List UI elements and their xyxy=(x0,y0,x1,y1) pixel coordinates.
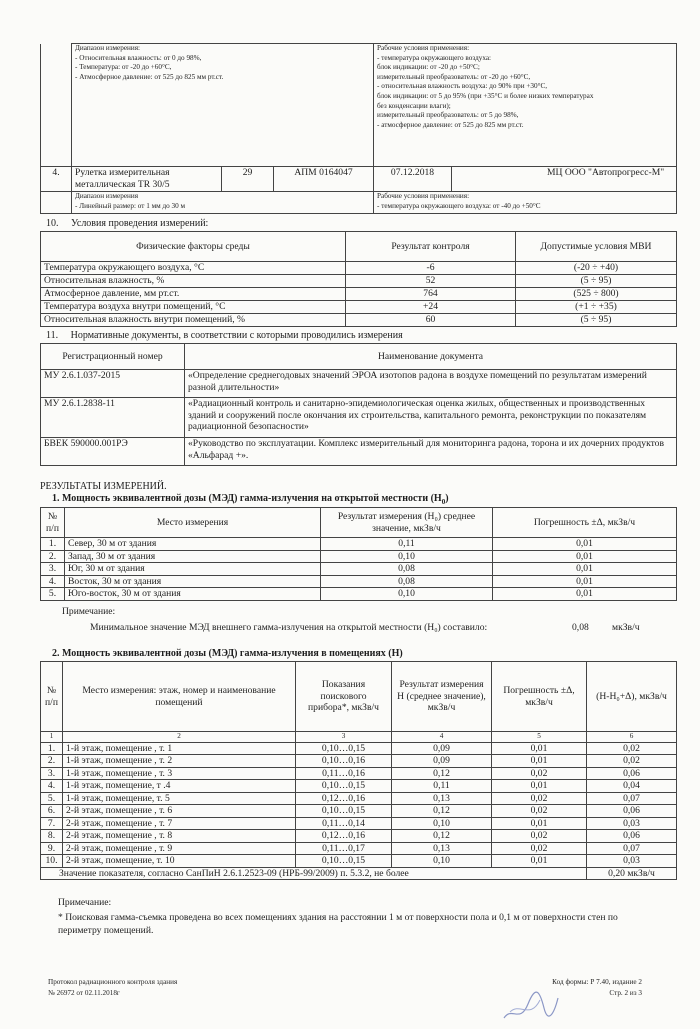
column-number: 2 xyxy=(63,732,296,743)
column-header: Результат измерения Н (среднее значение), мкЗв/ч xyxy=(392,662,492,732)
table-row xyxy=(41,767,677,780)
table-cell: 1. xyxy=(41,538,65,551)
column-number: 6 xyxy=(587,732,677,743)
table-cell: 1-й этаж, помещение , т. 1 xyxy=(63,742,296,755)
column-header: Погрешность ±Δ, мкЗв/ч xyxy=(492,662,587,732)
table-cell: 0,01 xyxy=(493,550,677,563)
column-header: (Н-Н₀+Δ), мкЗв/ч xyxy=(587,662,677,732)
table-cell: (5 ÷ 95) xyxy=(516,314,677,327)
column-number: 3 xyxy=(296,732,392,743)
conditions-title: Рабочие условия применения: xyxy=(377,192,470,200)
table-cell: 0,12…0,16 xyxy=(296,830,392,843)
column-header: Физические факторы среды xyxy=(41,232,346,262)
table-cell: 1-й этаж, помещение, т. 5 xyxy=(63,792,296,805)
table-cell: 0,01 xyxy=(492,817,587,830)
table-row xyxy=(41,550,677,563)
table-cell: 0,13 xyxy=(392,842,492,855)
table-cell: 0,01 xyxy=(492,755,587,768)
table-cell: 0,08 xyxy=(321,563,493,576)
column-header: Регистрационный номер xyxy=(41,344,185,370)
table-cell: 6. xyxy=(41,805,63,818)
table-row xyxy=(41,588,677,601)
table-row xyxy=(41,398,677,438)
norm-value: 0,20 мкЗв/ч xyxy=(587,867,677,880)
conditions-line: - атмосферное давление: от 525 до 825 мм рт.ст. xyxy=(377,120,524,129)
table2-title: 2. Мощность эквивалентной дозы (МЭД) гамма-излучения в помещениях (Н) xyxy=(52,648,403,659)
table1-note-unit: мкЗв/ч xyxy=(612,622,640,633)
section-10-heading xyxy=(46,218,208,230)
table-row xyxy=(41,817,677,830)
section-number: 10. xyxy=(46,218,59,229)
table-cell: 0,10 xyxy=(392,817,492,830)
table-cell: 3. xyxy=(41,563,65,576)
table-cell: 0,13 xyxy=(392,792,492,805)
table-row xyxy=(41,842,677,855)
table-cell: 0,10…0,16 xyxy=(296,755,392,768)
table-cell: 0,06 xyxy=(587,767,677,780)
table-row xyxy=(41,538,677,551)
column-header: Наименование документа xyxy=(185,344,677,370)
table-cell: 10. xyxy=(41,855,63,868)
range-cell xyxy=(72,44,374,167)
table-cell: 5. xyxy=(41,792,63,805)
signature-scribble-icon xyxy=(500,984,560,1026)
table1-title: 1. Мощность эквивалентной дозы (МЭД) гамма-излучения на открытой местности $(Н_0)$ xyxy=(52,493,449,506)
doc-number: МУ 2.6.1.037-2015 xyxy=(41,370,185,398)
table-row xyxy=(41,314,677,327)
table-cell: Относительная влажность, % xyxy=(41,275,346,288)
column-header: № п/п xyxy=(41,508,65,538)
doc-title: «Радиационный контроль и санитарно-эпидемиологическая оценка жилых, общественных и производственных зданий и сооружений после окончания их строительства, капитального ремонта, реконструкции по показателям радиационной безопасности» xyxy=(185,398,677,438)
column-header: Место измерения xyxy=(65,508,321,538)
table-cell: 0,01 xyxy=(493,575,677,588)
table-cell: 0,12 xyxy=(392,830,492,843)
table-cell: 2-й этаж, помещение , т. 9 xyxy=(63,842,296,855)
range-line: - Относительная влажность: от 0 до 98%, xyxy=(75,53,202,62)
table1-note-text: Минимальное значение МЭД внешнего гамма-излучения на открытой местности (Н₀) составило: xyxy=(90,622,488,633)
table-cell: 2. xyxy=(41,755,63,768)
table-cell: 0,12 xyxy=(392,805,492,818)
column-header: Место измерения: этаж, номер и наименование помещений xyxy=(63,662,296,732)
conditions-cell xyxy=(374,44,677,167)
table-row xyxy=(41,830,677,843)
doc-title: «Руководство по эксплуатации. Комплекс измерительный для мониторинга радона, торона и их дочерних продуктов «Альфарад +». xyxy=(185,438,677,466)
column-numbers-row xyxy=(41,732,677,743)
table-row xyxy=(41,792,677,805)
table-cell: 0,03 xyxy=(587,817,677,830)
norm-row xyxy=(41,867,677,880)
table-cell: 0,02 xyxy=(492,792,587,805)
table-cell: 1-й этаж, помещение , т. 2 xyxy=(63,755,296,768)
table-row xyxy=(41,288,677,301)
column-header: Допустимые условия МВИ xyxy=(516,232,677,262)
table-cell: 0,02 xyxy=(492,830,587,843)
table-row xyxy=(41,575,677,588)
section-title: Условия проведения измерений: xyxy=(71,218,209,229)
table-cell: 0,11…0,14 xyxy=(296,817,392,830)
range-line: - Линейный размер: от 1 мм до 30 м xyxy=(75,201,186,210)
section-11-heading xyxy=(46,330,403,342)
table-cell: 0,10…0,15 xyxy=(296,780,392,793)
instruments-table xyxy=(40,43,677,214)
outdoor-dose-table xyxy=(40,507,677,601)
table-cell: (-20 ÷ +40) xyxy=(516,262,677,275)
section-title: Нормативные документы, в соответствии с которыми проводились измерения xyxy=(70,330,403,341)
column-number: 5 xyxy=(492,732,587,743)
conditions-line: блок индикации: от -20 до +50°С; xyxy=(377,63,480,72)
instrument-name: Рулетка измерительная металлическая TR 30/5 xyxy=(72,167,222,192)
column-header: № п/п xyxy=(41,662,63,732)
table-cell: 0,06 xyxy=(587,805,677,818)
certificate-date: 07.12.2018 xyxy=(374,167,452,192)
indoor-dose-table xyxy=(40,661,677,880)
conditions-line: измерительный преобразователь: от 5 до 98%, xyxy=(377,111,519,120)
table-cell: 0,10…0,15 xyxy=(296,805,392,818)
table2-note-text: * Поисковая гамма-съемка проведена во всех помещениях здания на расстоянии 1 м от поверхности пола и 0,1 м от поверхности стен по периметру помещений. xyxy=(58,912,618,936)
conditions-cell xyxy=(374,192,677,214)
table-cell: 0,02 xyxy=(587,742,677,755)
table-row xyxy=(41,275,677,288)
column-header: Результат контроля xyxy=(346,232,516,262)
table-cell: Атмосферное давление, мм рт.ст. xyxy=(41,288,346,301)
table-cell: 2-й этаж, помещение , т. 8 xyxy=(63,830,296,843)
table-cell: 8. xyxy=(41,830,63,843)
table-cell: 3. xyxy=(41,767,63,780)
table-cell: 0,01 xyxy=(493,538,677,551)
table-cell: 2-й этаж, помещение , т. 6 xyxy=(63,805,296,818)
table-cell: 0,11 xyxy=(321,538,493,551)
table-cell: 1-й этаж, помещение , т. 3 xyxy=(63,767,296,780)
table-cell: 0,09 xyxy=(392,755,492,768)
table-cell: 0,01 xyxy=(493,588,677,601)
conditions-table xyxy=(40,231,677,327)
table1-note-label: Примечание: xyxy=(62,606,116,617)
table-cell: 0,06 xyxy=(587,830,677,843)
range-title: Диапазон измерения: xyxy=(75,44,141,52)
table-cell: 0,11…0,17 xyxy=(296,842,392,855)
conditions-line: без конденсации влаги); xyxy=(377,101,451,110)
table-cell: 0,02 xyxy=(492,842,587,855)
column-header: Показания поискового прибора*, мкЗв/ч xyxy=(296,662,392,732)
table-cell: Юго-восток, 30 м от здания xyxy=(65,588,321,601)
table-cell: 0,01 xyxy=(493,563,677,576)
table-cell: 0,08 xyxy=(321,575,493,588)
doc-title: «Определение среднегодовых значений ЭРОА изотопов радона в воздухе помещений по результатам измерений разной длительности» xyxy=(185,370,677,398)
table-row xyxy=(41,855,677,868)
table-cell: 4. xyxy=(41,780,63,793)
table-row xyxy=(41,262,677,275)
table-cell: (525 ÷ 800) xyxy=(516,288,677,301)
table-cell: 1. xyxy=(41,742,63,755)
table-cell: 0,07 xyxy=(587,842,677,855)
table-cell: 0,12 xyxy=(392,767,492,780)
table-row xyxy=(41,438,677,466)
table-cell: (5 ÷ 95) xyxy=(516,275,677,288)
doc-number: БВЕК 590000.001РЭ xyxy=(41,438,185,466)
table-cell: 0,11 xyxy=(392,780,492,793)
column-number: 4 xyxy=(392,732,492,743)
table1-note-value: 0,08 xyxy=(572,622,589,633)
footer-page-number: Стр. 2 из 3 xyxy=(609,989,642,997)
table-cell: 0,02 xyxy=(492,805,587,818)
table-cell: 0,10 xyxy=(321,550,493,563)
table-cell: 0,04 xyxy=(587,780,677,793)
table-cell: Север, 30 м от здания xyxy=(65,538,321,551)
range-title: Диапазон измерения xyxy=(75,192,139,200)
certificate-number: АПМ 0164047 xyxy=(274,167,374,192)
table-cell: 52 xyxy=(346,275,516,288)
table-row xyxy=(41,563,677,576)
table2-note-label: Примечание: xyxy=(58,897,112,908)
range-line: - Атмосферное давление: от 525 до 825 мм рт.ст. xyxy=(75,72,224,81)
conditions-title: Рабочие условия применения: xyxy=(377,44,470,52)
table-cell: 9. xyxy=(41,842,63,855)
table-cell: Температура окружающего воздуха, °С xyxy=(41,262,346,275)
table-cell: 0,10 xyxy=(321,588,493,601)
table-row xyxy=(41,370,677,398)
table-cell: 1-й этаж, помещение, т .4 xyxy=(63,780,296,793)
table-cell: -6 xyxy=(346,262,516,275)
table-cell: 0,01 xyxy=(492,855,587,868)
table-cell: 0,11…0,16 xyxy=(296,767,392,780)
footer-protocol-title: Протокол радиационного контроля здания xyxy=(48,978,178,986)
table-cell: 0,10…0,15 xyxy=(296,855,392,868)
table-row xyxy=(41,780,677,793)
conditions-line: - температура окружающего воздуха: xyxy=(377,53,492,62)
table-cell: 0,10 xyxy=(392,855,492,868)
serial-number: 29 xyxy=(222,167,274,192)
conditions-line: - температура окружающего воздуха: от -40 до +50°С xyxy=(377,201,541,210)
verification-org: МЦ ООО "Автопрогресс-М" xyxy=(452,167,677,192)
table-cell: Относительная влажность внутри помещений, % xyxy=(41,314,346,327)
table-cell: 2-й этаж, помещение , т. 7 xyxy=(63,817,296,830)
footer-form-code: Код формы: Р 7.40, издание 2 xyxy=(552,978,642,986)
conditions-line: измерительный преобразователь: от -20 до +60°С, xyxy=(377,72,531,81)
table-row xyxy=(41,742,677,755)
table-cell: 0,01 xyxy=(492,780,587,793)
table-cell: 5. xyxy=(41,588,65,601)
table-cell: 7. xyxy=(41,817,63,830)
column-number: 1 xyxy=(41,732,63,743)
table-cell: 0,02 xyxy=(492,767,587,780)
section-number: 11. xyxy=(46,330,59,341)
table-cell: 0,09 xyxy=(392,742,492,755)
table-cell: 0,10…0,15 xyxy=(296,742,392,755)
column-header: Погрешность ±Δ, мкЗв/ч xyxy=(493,508,677,538)
table-cell: 0,12…0,16 xyxy=(296,792,392,805)
table-cell: 0,03 xyxy=(587,855,677,868)
table-cell: +24 xyxy=(346,301,516,314)
table-cell: 2. xyxy=(41,550,65,563)
table-row xyxy=(41,805,677,818)
normative-docs-table xyxy=(40,343,677,466)
range-line: - Температура: от -20 до +60°С, xyxy=(75,63,172,72)
doc-number: МУ 2.6.1.2838-11 xyxy=(41,398,185,438)
range-cell xyxy=(72,192,374,214)
table-cell: 4. xyxy=(41,575,65,588)
table-cell: 60 xyxy=(346,314,516,327)
footer-protocol-number: № 26972 от 02.11.2018г xyxy=(48,989,120,997)
table-cell: Запад, 30 м от здания xyxy=(65,550,321,563)
table-cell: Температура воздуха внутри помещений, °С xyxy=(41,301,346,314)
results-heading: РЕЗУЛЬТАТЫ ИЗМЕРЕНИЙ. xyxy=(40,481,167,492)
column-header: Результат измерения (Н₀) среднее значение, мкЗв/ч xyxy=(321,508,493,538)
table-cell: 764 xyxy=(346,288,516,301)
conditions-line: блок индикации: от 5 до 95% (при +35°С и более низких температурах xyxy=(377,91,594,100)
table-row xyxy=(41,755,677,768)
table-cell: 0,02 xyxy=(587,755,677,768)
table-cell: (+1 ÷ +35) xyxy=(516,301,677,314)
row-number: 4. xyxy=(41,167,72,192)
table-cell: 0,01 xyxy=(492,742,587,755)
table-cell: 0,07 xyxy=(587,792,677,805)
conditions-line: - относительная влажность воздуха: до 90% при +30°С, xyxy=(377,82,548,91)
table-cell: 2-й этаж, помещение, т. 10 xyxy=(63,855,296,868)
table-row xyxy=(41,301,677,314)
table-cell: Юг, 30 м от здания xyxy=(65,563,321,576)
norm-text: Значение показателя, согласно СанПиН 2.6.1.2523-09 (НРБ-99/2009) п. 5.3.2, не более xyxy=(41,867,587,880)
table-cell: Восток, 30 м от здания xyxy=(65,575,321,588)
